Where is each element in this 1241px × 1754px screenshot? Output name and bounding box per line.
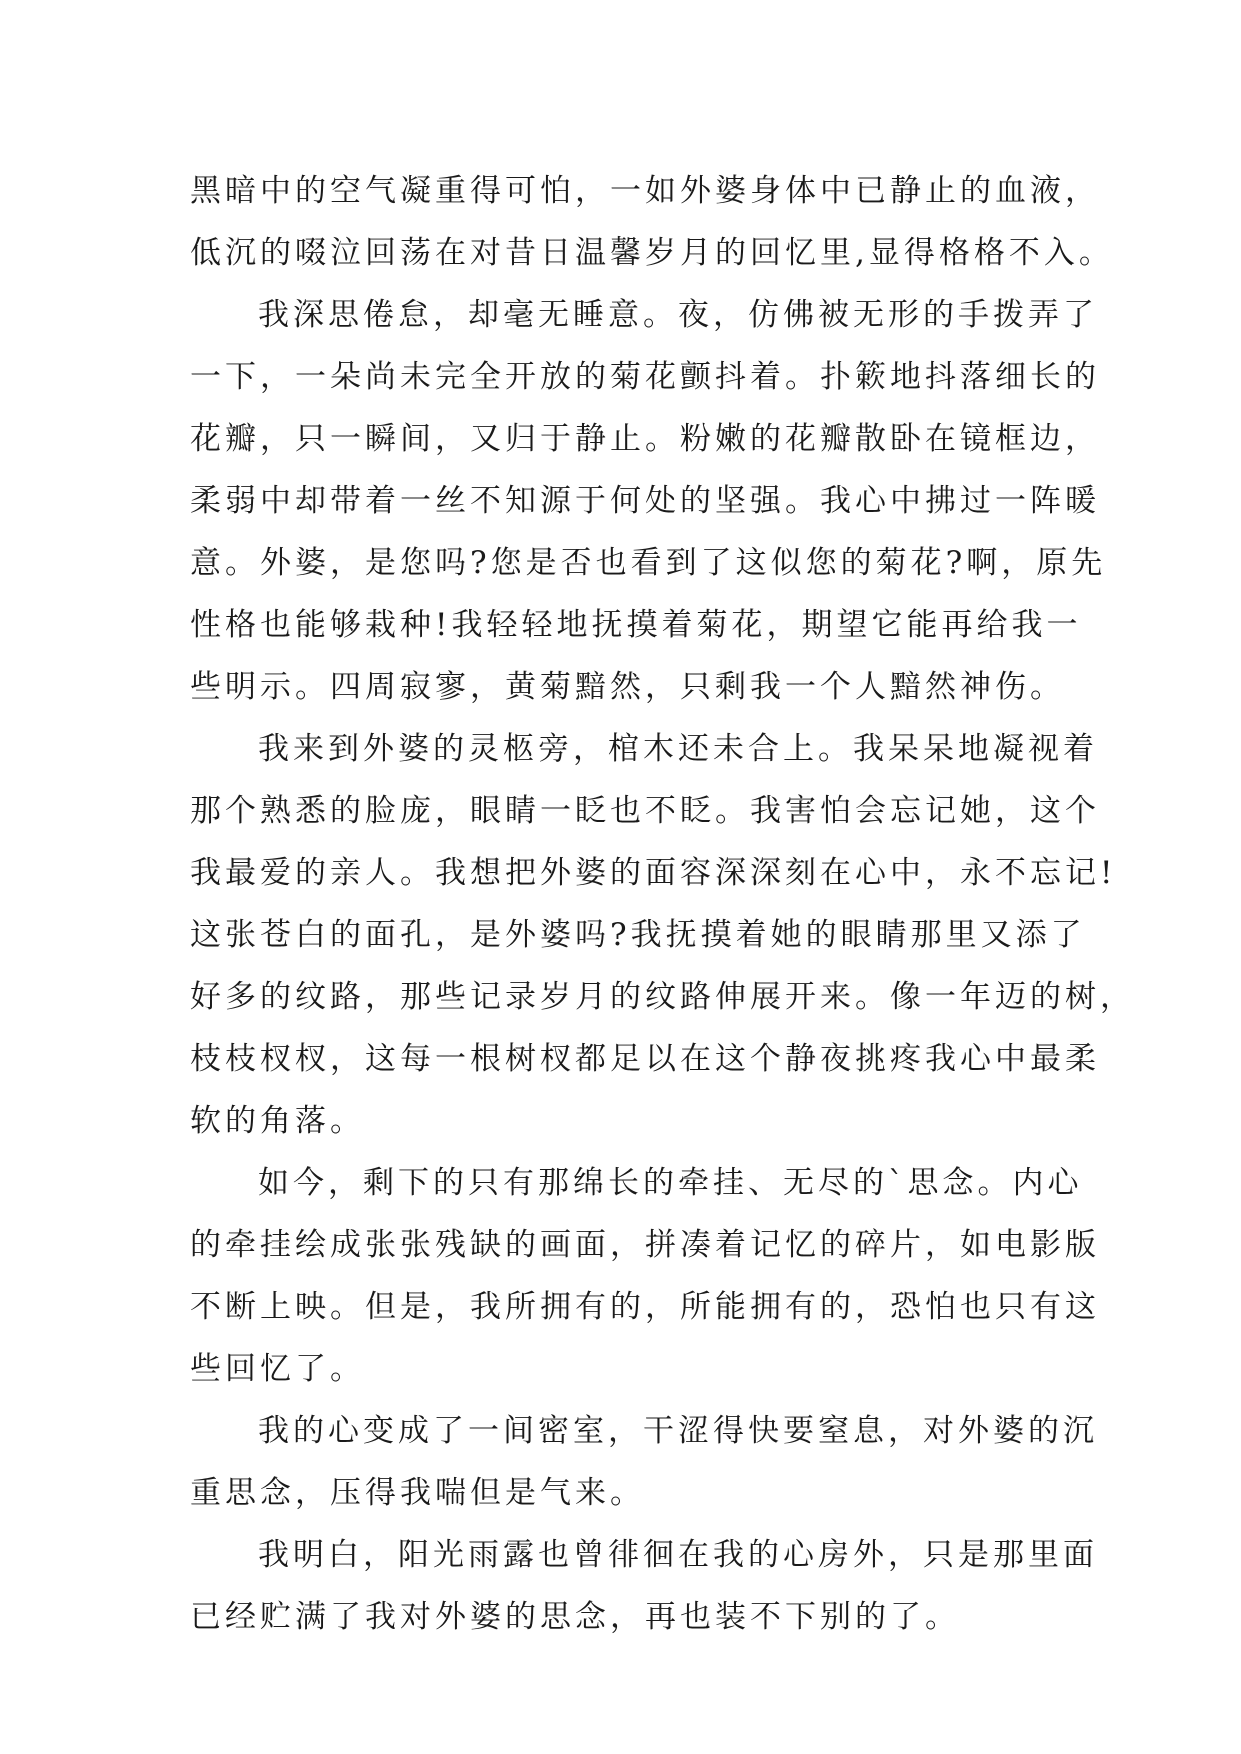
text-line: 我深思倦怠，却毫无睡意。夜，仿佛被无形的手拨弄了 xyxy=(258,297,1098,333)
text-line: 性格也能够栽种!我轻轻地抚摸着菊花，期望它能再给我一 xyxy=(190,607,1082,643)
document-body xyxy=(190,160,1135,1648)
text-line: 这张苍白的面孔，是外婆吗?我抚摸着她的眼睛那里又添了 xyxy=(190,917,1086,953)
text-line: 低沉的啜泣回荡在对昔日温馨岁月的回忆里,显得格格不入。 xyxy=(190,235,1114,271)
text-line: 一下，一朵尚未完全开放的菊花颤抖着。扑簌地抖落细长的 xyxy=(190,359,1100,395)
text-line: 重思念，压得我喘但是气来。 xyxy=(190,1475,645,1511)
text-line: 我来到外婆的灵柩旁，棺木还未合上。我呆呆地凝视着 xyxy=(258,731,1098,767)
text-line: 那个熟悉的脸庞，眼睛一眨也不眨。我害怕会忘记她，这个 xyxy=(190,793,1100,829)
text-line: 枝枝杈杈，这每一根树杈都足以在这个静夜挑疼我心中最柔 xyxy=(190,1041,1100,1077)
text-line: 些明示。四周寂寥，黄菊黯然，只剩我一个人黯然神伤。 xyxy=(190,669,1065,705)
text-line: 些回忆了。 xyxy=(190,1351,365,1387)
text-line: 我明白，阳光雨露也曾徘徊在我的心房外，只是那里面 xyxy=(258,1537,1098,1573)
text-line: 意。外婆，是您吗?您是否也看到了这似您的菊花?啊，原先 xyxy=(190,545,1107,581)
text-line: 好多的纹路，那些记录岁月的纹路伸展开来。像一年迈的树， xyxy=(190,979,1135,1015)
text-line: 软的角落。 xyxy=(190,1103,365,1139)
text-line: 的牵挂绘成张张残缺的画面，拼凑着记忆的碎片，如电影版 xyxy=(190,1227,1100,1263)
text-line: 我最爱的亲人。我想把外婆的面容深深刻在心中，永不忘记! xyxy=(190,855,1117,891)
text-line: 花瓣，只一瞬间，又归于静止。粉嫩的花瓣散卧在镜框边， xyxy=(190,421,1100,457)
text-line: 已经贮满了我对外婆的思念，再也装不下别的了。 xyxy=(190,1599,960,1635)
text-line: 我的心变成了一间密室，干涩得快要窒息，对外婆的沉 xyxy=(258,1413,1098,1449)
text-line: 如今，剩下的只有那绵长的牵挂、无尽的`思念。内心 xyxy=(258,1165,1083,1201)
text-line: 黑暗中的空气凝重得可怕，一如外婆身体中已静止的血液， xyxy=(190,173,1100,209)
text-line: 柔弱中却带着一丝不知源于何处的坚强。我心中拂过一阵暖 xyxy=(190,483,1100,519)
text-line: 不断上映。但是，我所拥有的，所能拥有的，恐怕也只有这 xyxy=(190,1289,1100,1325)
